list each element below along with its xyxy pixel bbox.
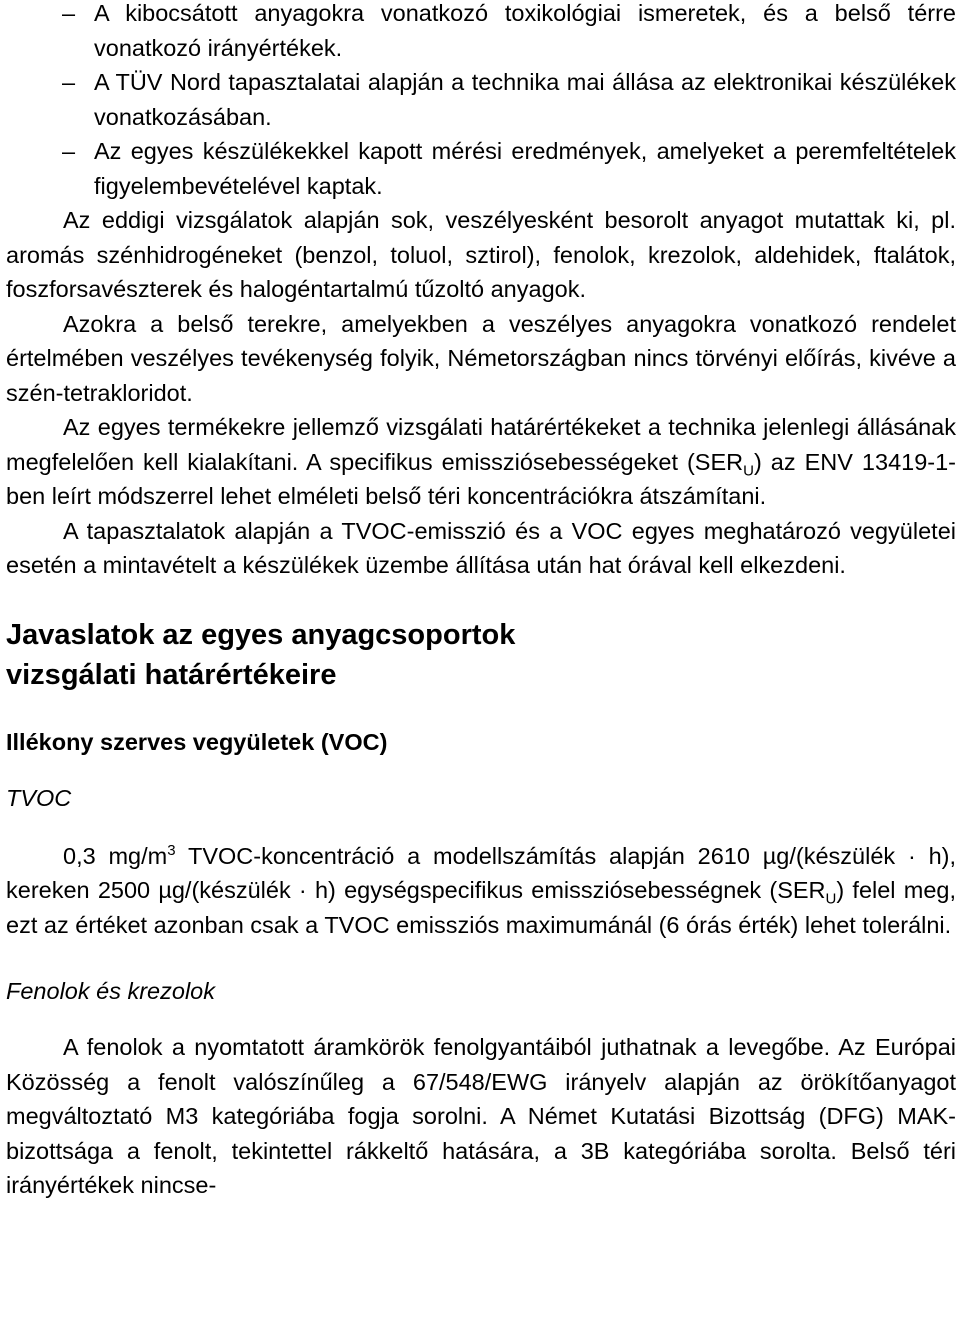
list-item: – A TÜV Nord tapasztalatai alapján a technika mai állása az elektronikai készülékek vonatkozásában. xyxy=(6,65,956,134)
list-item: – Az egyes készülékekkel kapott mérési eredmények, amelyeket a peremfeltételek figyelembevételével kaptak. xyxy=(6,134,956,203)
paragraph-indoor-rules: Azokra a belső terekre, amelyekben a veszélyes anyagokra vonatkozó rendelet értelmében veszélyes tevékenység folyik, Németországban nincs törvényi előírás, kivéve a szén-tetrakloridot. xyxy=(6,310,956,406)
paragraph-findings: Az eddigi vizsgálatok alapján sok, veszélyesként besorolt anyagot mutattak ki, pl. aromás szénhidrogéneket (benzol, toluol, sztirol), fenolok, krezolok, aldehidek, ftalátok, foszforsavészterek és halogéntartalmú tűzoltó anyagok. xyxy=(6,207,956,302)
bullet-list xyxy=(6,0,956,203)
fenol-label: Fenolok és krezolok xyxy=(6,978,215,1004)
section-heading: Javaslatok az egyes anyagcsoportok vizsgálati határértékeire xyxy=(6,618,516,691)
tvoc-label: TVOC xyxy=(6,784,72,811)
paragraph-tvoc: 0,3 $mg/m^3$ TVOC-koncentráció a modellszámítás alapján 2610 µg/(készülék · h), kereken 2500 µg/(készülék · h) egységspecifikus emissziósebességnek $(SER_U)$ felel meg, ezt az értéket azonban csak a TVOC emissziós maximumánál (6 órás érték) lehet tolerálni. xyxy=(6,841,957,938)
subsection-heading-voc: Illékony szerves vegyületek (VOC) xyxy=(6,728,388,755)
paragraph-fenol: A fenolok a nyomtatott áramkörök fenolgyantáiból juthatnak a levegőbe. Az Európai Közösség a fenolt valószínűleg a 67/548/EWG irányelv alapján az örökítőanyagot megváltoztató M3 kategóriába fogja sorolni. A Német Kutatási Bizottság (DFG) MAK-bizottsága a fenolt, tekintettel rákkeltő hatására, a 3B kategóriába sorolta. Belső téri irányértékek nincse- xyxy=(6,1034,956,1198)
list-item: – A kibocsátott anyagokra vonatkozó toxikológiai ismeretek, és a belső térre vonatkozó irányértékek. xyxy=(6,0,956,65)
paragraph-limit-values: Az egyes termékekre jellemző vizsgálati határértékeket a technika jelenlegi állásának megfelelően kell kialakítani. A specifikus emissziósebességeket $(SER_U)$ az ENV 13419-1-ben leírt módszerrel lehet elméleti belső téri koncentrációkra átszámítani. xyxy=(6,414,957,509)
paragraph-sampling: A tapasztalatok alapján a TVOC-emisszió és a VOC egyes meghatározó vegyületei esetén a mintavételt a készülékek üzembe állítása után hat órával kell elkezdeni. xyxy=(6,517,956,578)
dash-icon: – xyxy=(62,0,76,26)
document-page xyxy=(6,0,956,1203)
dash-icon: – xyxy=(62,69,76,95)
dash-icon: – xyxy=(62,138,76,164)
